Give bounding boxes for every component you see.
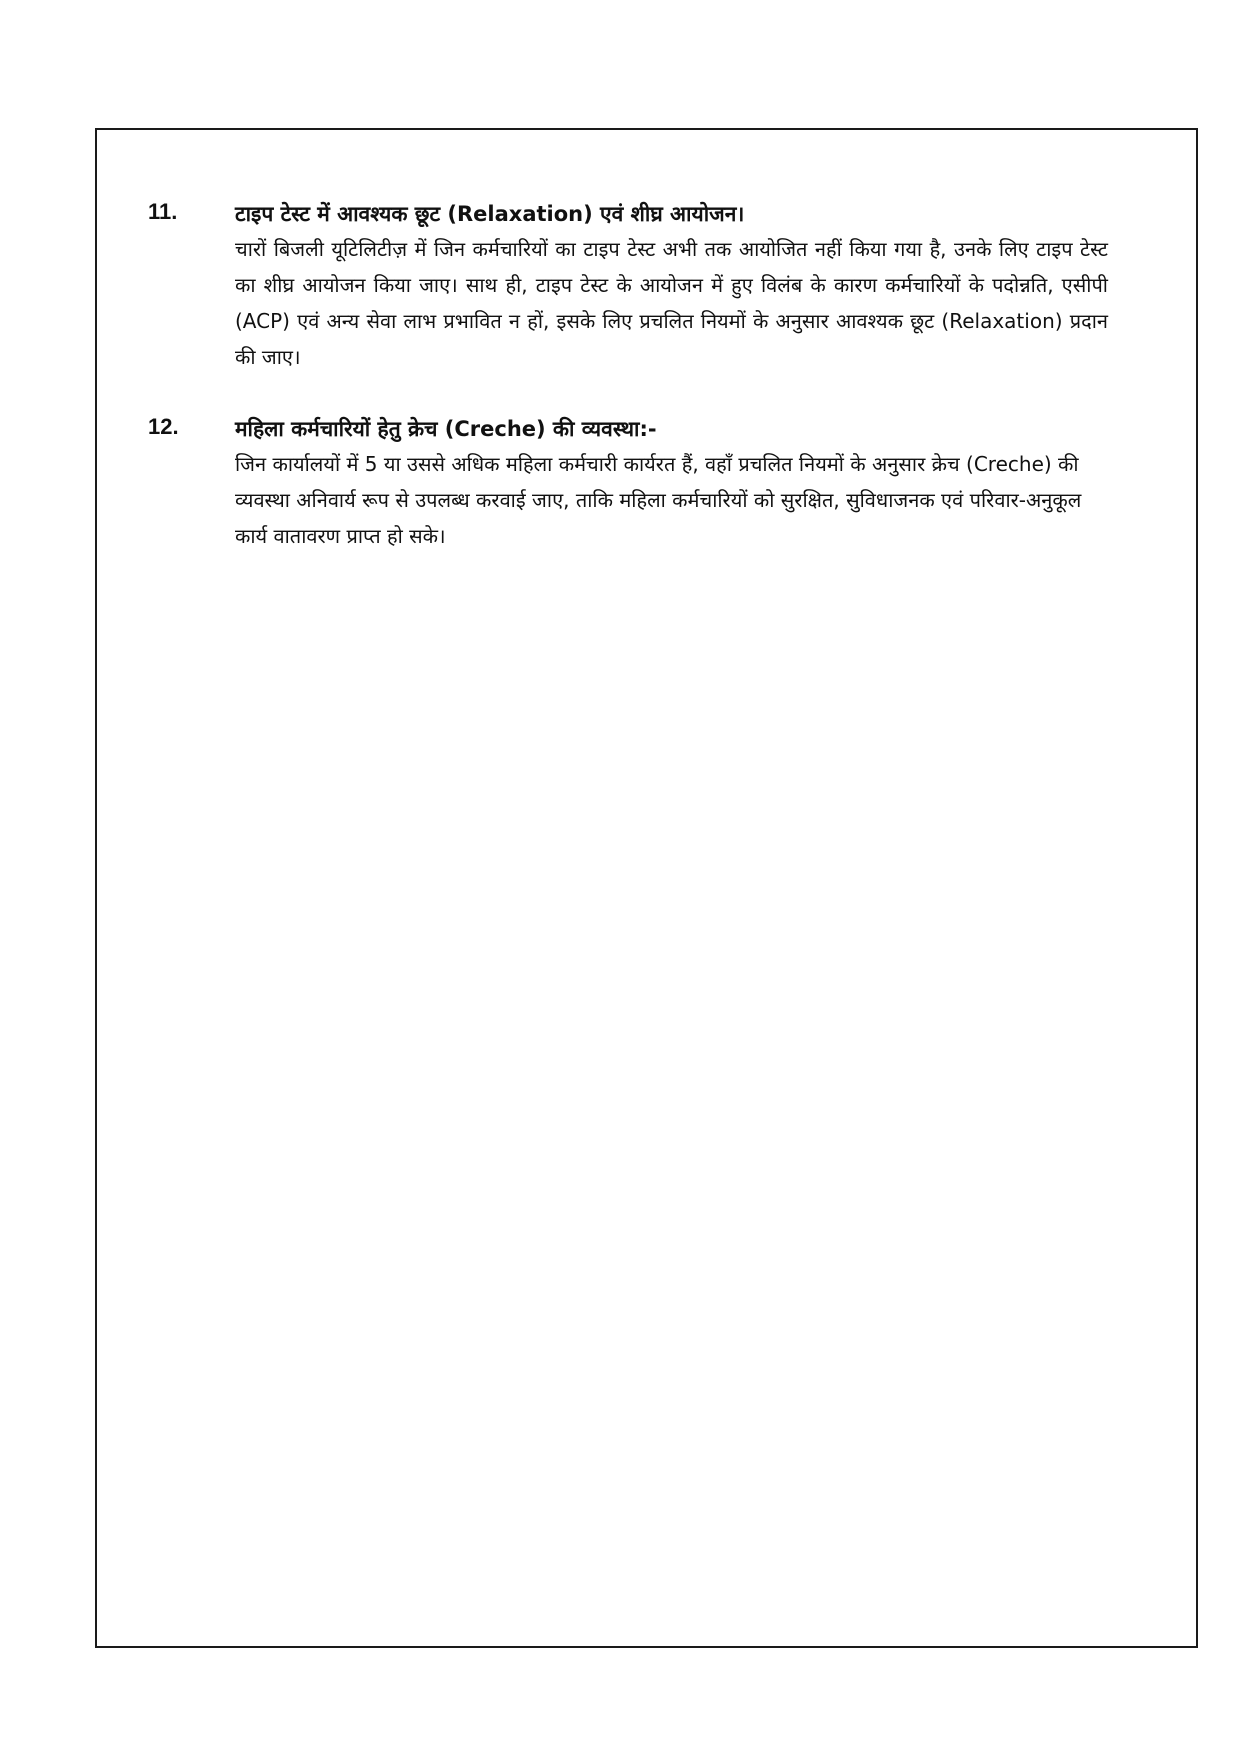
section-content [235, 412, 1108, 554]
section-body: जिन कार्यालयों में 5 या उससे अधिक महिला कर्मचारी कार्यरत हैं, वहाँ प्रचलित नियमों के अनुसार क्रेच (Creche) की व्यवस्था अनिवार्य रूप से उपलब्ध करवाई जाए, ताकि महिला कर्मचारियों को सुरक्षित, सुविधाजनक एवं परिवार-अनुकूल कार्य वातावरण प्राप्त हो सके। [235, 452, 1082, 548]
section-12 [148, 412, 1108, 554]
section-number: 11. [148, 199, 178, 224]
section-content [235, 197, 1108, 375]
section-11 [148, 197, 1108, 375]
section-heading: महिला कर्मचारियों हेतु क्रेच (Creche) की व्यवस्था:- [235, 417, 657, 441]
section-number: 12. [148, 414, 179, 439]
section-body: चारों बिजली यूटिलिटीज़ में जिन कर्मचारियों का टाइप टेस्ट अभी तक आयोजित नहीं किया गया है, उनके लिए टाइप टेस्ट का शीघ्र आयोजन किया जाए। साथ ही, टाइप टेस्ट के आयोजन में हुए विलंब के कारण कर्मचारियों के पदोन्नति, एसीपी (ACP) एवं अन्य सेवा लाभ प्रभावित न हों, इसके लिए प्रचलित नियमों के अनुसार आवश्यक छूट (Relaxation) प्रदान की जाए। [235, 237, 1108, 369]
section-heading: टाइप टेस्ट में आवश्यक छूट (Relaxation) एवं शीघ्र आयोजन। [235, 202, 745, 226]
